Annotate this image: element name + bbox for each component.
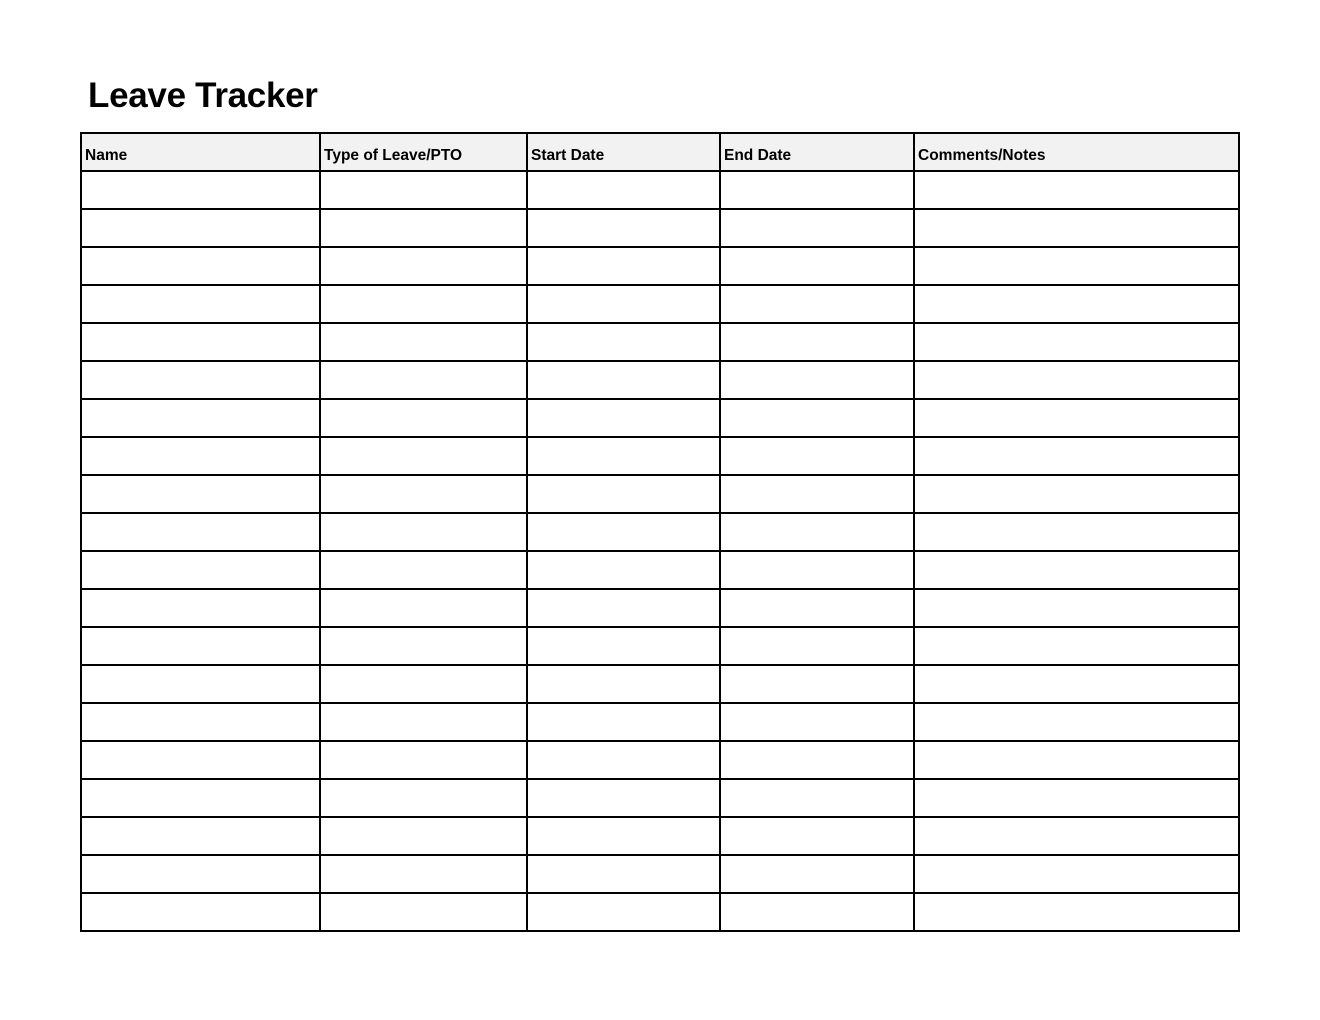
name-cell[interactable] xyxy=(81,893,320,931)
name-cell[interactable] xyxy=(81,361,320,399)
start-date-cell[interactable] xyxy=(527,513,720,551)
comments-cell[interactable] xyxy=(914,437,1239,475)
comments-cell[interactable] xyxy=(914,323,1239,361)
table-row xyxy=(81,399,1239,437)
start-date-cell[interactable] xyxy=(527,361,720,399)
table-header-row xyxy=(81,133,1239,171)
table-row xyxy=(81,513,1239,551)
end-date-cell[interactable] xyxy=(720,627,914,665)
end-date-cell[interactable] xyxy=(720,703,914,741)
table-row xyxy=(81,551,1239,589)
end-date-cell[interactable] xyxy=(720,437,914,475)
end-date-cell[interactable] xyxy=(720,665,914,703)
name-cell[interactable] xyxy=(81,171,320,209)
name-cell[interactable] xyxy=(81,247,320,285)
table-body xyxy=(81,171,1239,931)
table-row xyxy=(81,475,1239,513)
name-cell[interactable] xyxy=(81,589,320,627)
leave-type-cell[interactable] xyxy=(320,513,527,551)
table-row xyxy=(81,209,1239,247)
start-date-cell[interactable] xyxy=(527,209,720,247)
end-date-cell[interactable] xyxy=(720,361,914,399)
leave-type-cell[interactable] xyxy=(320,361,527,399)
table-row xyxy=(81,703,1239,741)
leave-type-cell[interactable] xyxy=(320,209,527,247)
name-cell[interactable] xyxy=(81,703,320,741)
leave-type-cell[interactable] xyxy=(320,437,527,475)
comments-cell[interactable] xyxy=(914,589,1239,627)
end-date-cell[interactable] xyxy=(720,209,914,247)
table-row xyxy=(81,323,1239,361)
start-date-cell[interactable] xyxy=(527,893,720,931)
leave-type-cell[interactable] xyxy=(320,855,527,893)
end-date-cell[interactable] xyxy=(720,551,914,589)
leave-type-cell[interactable] xyxy=(320,817,527,855)
comments-cell[interactable] xyxy=(914,741,1239,779)
end-date-cell[interactable] xyxy=(720,855,914,893)
leave-type-cell[interactable] xyxy=(320,627,527,665)
end-date-cell[interactable] xyxy=(720,171,914,209)
leave-type-cell[interactable] xyxy=(320,551,527,589)
table-row xyxy=(81,247,1239,285)
column-header-start-date: Start Date xyxy=(527,133,720,171)
name-cell[interactable] xyxy=(81,399,320,437)
name-cell[interactable] xyxy=(81,513,320,551)
page-title: Leave Tracker xyxy=(88,76,318,115)
column-header-end-date: End Date xyxy=(720,133,914,171)
start-date-cell[interactable] xyxy=(527,589,720,627)
table-row xyxy=(81,285,1239,323)
end-date-cell[interactable] xyxy=(720,399,914,437)
table-row xyxy=(81,893,1239,931)
start-date-cell[interactable] xyxy=(527,741,720,779)
name-cell[interactable] xyxy=(81,665,320,703)
table-row xyxy=(81,361,1239,399)
name-cell[interactable] xyxy=(81,437,320,475)
start-date-cell[interactable] xyxy=(527,247,720,285)
name-cell[interactable] xyxy=(81,855,320,893)
leave-type-cell[interactable] xyxy=(320,893,527,931)
name-cell[interactable] xyxy=(81,627,320,665)
start-date-cell[interactable] xyxy=(527,323,720,361)
name-cell[interactable] xyxy=(81,779,320,817)
name-cell[interactable] xyxy=(81,209,320,247)
name-cell[interactable] xyxy=(81,817,320,855)
comments-cell[interactable] xyxy=(914,247,1239,285)
start-date-cell[interactable] xyxy=(527,399,720,437)
table-row xyxy=(81,741,1239,779)
start-date-cell[interactable] xyxy=(527,779,720,817)
name-cell[interactable] xyxy=(81,475,320,513)
end-date-cell[interactable] xyxy=(720,741,914,779)
table-row xyxy=(81,437,1239,475)
leave-type-cell[interactable] xyxy=(320,703,527,741)
start-date-cell[interactable] xyxy=(527,627,720,665)
leave-type-cell[interactable] xyxy=(320,399,527,437)
name-cell[interactable] xyxy=(81,323,320,361)
start-date-cell[interactable] xyxy=(527,855,720,893)
end-date-cell[interactable] xyxy=(720,779,914,817)
name-cell[interactable] xyxy=(81,551,320,589)
comments-cell[interactable] xyxy=(914,893,1239,931)
comments-cell[interactable] xyxy=(914,703,1239,741)
leave-tracker-table xyxy=(80,132,1240,932)
end-date-cell[interactable] xyxy=(720,285,914,323)
end-date-cell[interactable] xyxy=(720,323,914,361)
comments-cell[interactable] xyxy=(914,361,1239,399)
leave-type-cell[interactable] xyxy=(320,665,527,703)
column-header-name: Name xyxy=(81,133,320,171)
start-date-cell[interactable] xyxy=(527,665,720,703)
comments-cell[interactable] xyxy=(914,665,1239,703)
table-row xyxy=(81,627,1239,665)
end-date-cell[interactable] xyxy=(720,893,914,931)
end-date-cell[interactable] xyxy=(720,817,914,855)
comments-cell[interactable] xyxy=(914,209,1239,247)
leave-type-cell[interactable] xyxy=(320,171,527,209)
comments-cell[interactable] xyxy=(914,171,1239,209)
start-date-cell[interactable] xyxy=(527,437,720,475)
comments-cell[interactable] xyxy=(914,399,1239,437)
table-row xyxy=(81,817,1239,855)
table-row xyxy=(81,171,1239,209)
leave-type-cell[interactable] xyxy=(320,779,527,817)
end-date-cell[interactable] xyxy=(720,589,914,627)
start-date-cell[interactable] xyxy=(527,475,720,513)
comments-cell[interactable] xyxy=(914,779,1239,817)
column-header-type-of-leave: Type of Leave/PTO xyxy=(320,133,527,171)
start-date-cell[interactable] xyxy=(527,171,720,209)
start-date-cell[interactable] xyxy=(527,703,720,741)
leave-type-cell[interactable] xyxy=(320,741,527,779)
end-date-cell[interactable] xyxy=(720,475,914,513)
end-date-cell[interactable] xyxy=(720,513,914,551)
table-row xyxy=(81,779,1239,817)
comments-cell[interactable] xyxy=(914,817,1239,855)
comments-cell[interactable] xyxy=(914,855,1239,893)
name-cell[interactable] xyxy=(81,285,320,323)
comments-cell[interactable] xyxy=(914,285,1239,323)
comments-cell[interactable] xyxy=(914,627,1239,665)
column-header-comments: Comments/Notes xyxy=(914,133,1239,171)
comments-cell[interactable] xyxy=(914,551,1239,589)
comments-cell[interactable] xyxy=(914,475,1239,513)
leave-type-cell[interactable] xyxy=(320,247,527,285)
table-row xyxy=(81,665,1239,703)
leave-type-cell[interactable] xyxy=(320,323,527,361)
end-date-cell[interactable] xyxy=(720,247,914,285)
start-date-cell[interactable] xyxy=(527,285,720,323)
name-cell[interactable] xyxy=(81,741,320,779)
table-row xyxy=(81,589,1239,627)
comments-cell[interactable] xyxy=(914,513,1239,551)
leave-type-cell[interactable] xyxy=(320,475,527,513)
table-row xyxy=(81,855,1239,893)
leave-type-cell[interactable] xyxy=(320,285,527,323)
start-date-cell[interactable] xyxy=(527,551,720,589)
leave-type-cell[interactable] xyxy=(320,589,527,627)
start-date-cell[interactable] xyxy=(527,817,720,855)
